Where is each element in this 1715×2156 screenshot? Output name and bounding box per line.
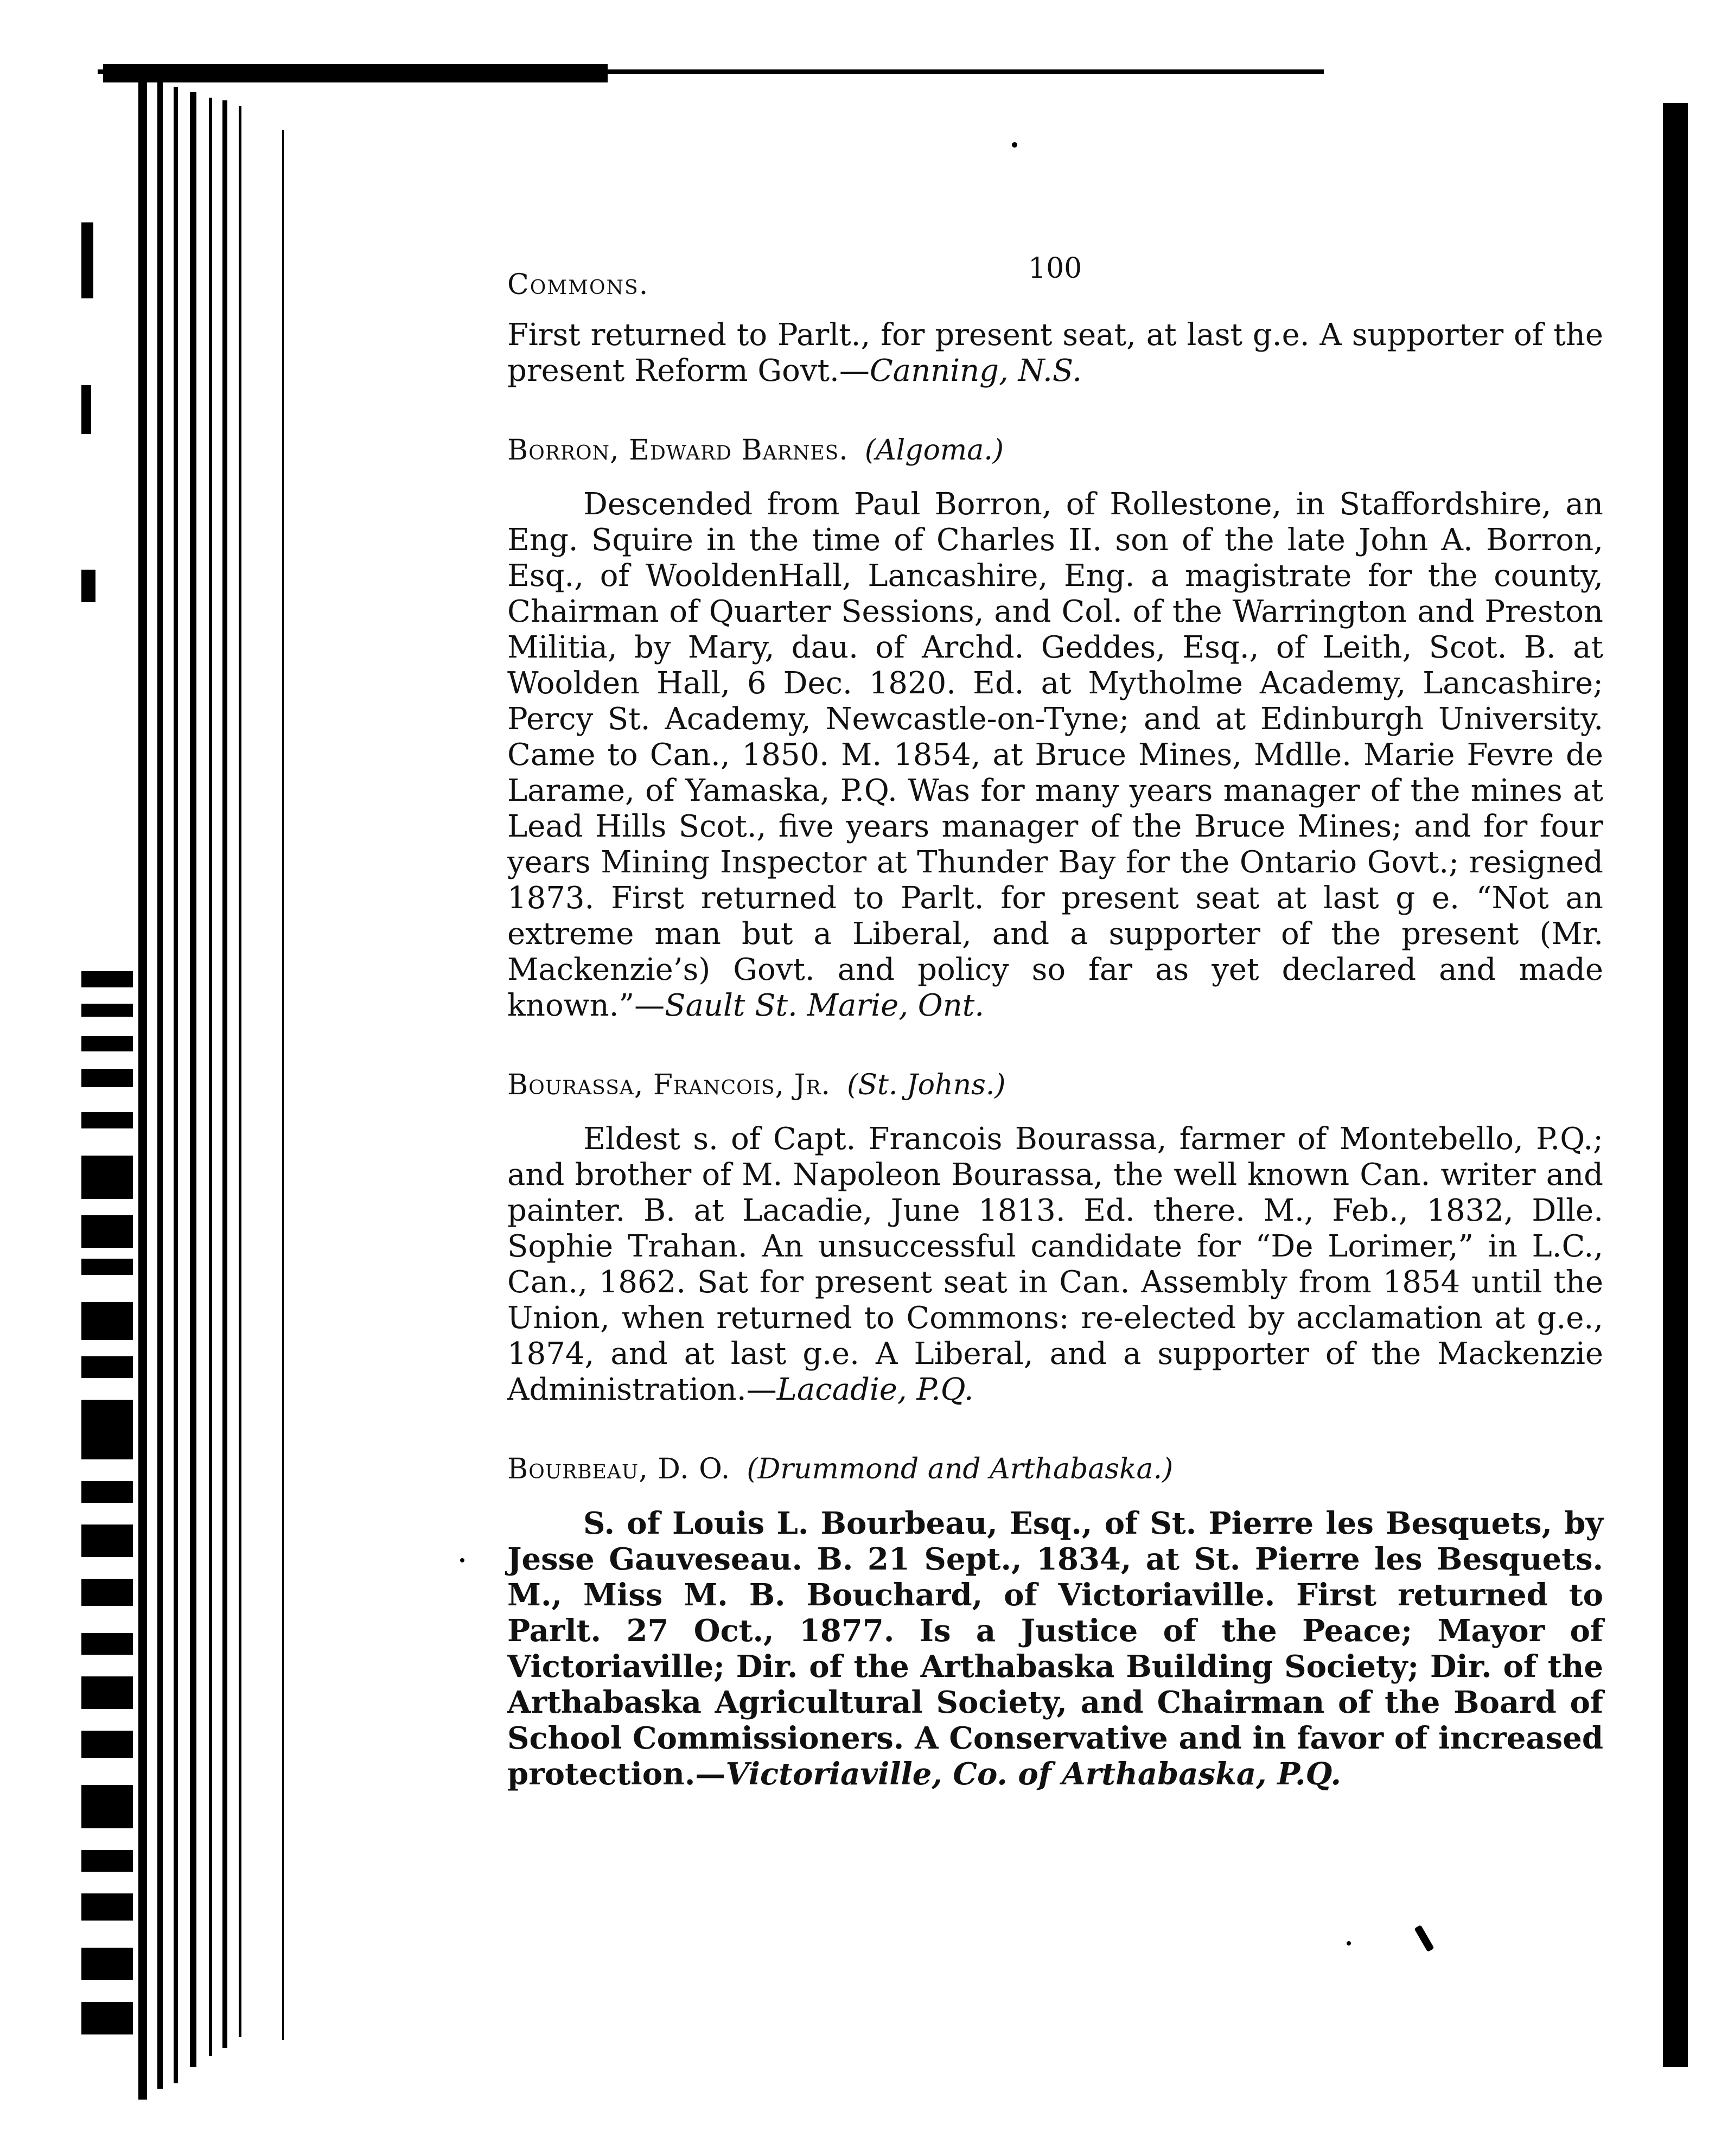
page-number: 100 <box>1028 252 1082 285</box>
entry-text: Eldest s. of Capt. Francois Bourassa, farmer of Montebello, P.Q.; and brother of M. Napoleon Bourassa, the well known Can. writer and painter. B. at Lacadie, June 1813. Ed. there. M., Feb., 1832, Dlle. Sophie Trahan. An unsuccessful candidate for “De Lorimer,” in L.C., Can., 1862. Sat for present seat in Can. Assembly from 1854 until the Union, when returned to Commons: re-elected by acclamation at g.e., 1874, and at last g.e. A Liberal, and a supporter of the Mackenzie Administration.— <box>507 1121 1603 1407</box>
running-head <box>507 252 1603 301</box>
page-content <box>507 252 1603 1792</box>
entry-name: Bourbeau, D. O. <box>507 1453 731 1485</box>
entry-heading <box>507 432 1603 468</box>
entry-text: Descended from Paul Borron, of Rollestone, in Staffordshire, an Eng. Squire in the time of Charles II. son of the late John A. Borron, Esq., of WooldenHall, Lancashire, Eng. a magistrate for the county, Chairman of Quarter Sessions, and Col. of the Warrington and Preston Militia, by Mary, dau. of Archd. Geddes, Esq., of Leith, Scot. B. at Woolden Hall, 6 Dec. 1820. Ed. at Mytholme Academy, Lancashire; Percy St. Academy, Newcastle-on-Tyne; and at Edinburgh University. Came to Can., 1850. M. 1854, at Bruce Mines, Mdlle. Marie Fevre de Larame, of Yamaska, P.Q. Was for many years manager of the mines at Lead Hills Scot., five years manager of the Bruce Mines; and for four years Mining Inspector at Thunder Bay for the Ontario Govt.; resigned 1873. First returned to Parlt. for present seat at last g e. “Not an extreme man but a Liberal, and a supporter of the present (Mr. Mackenzie’s) Govt. and policy so far as yet declared and made known.”— <box>507 487 1603 1023</box>
biography-entry <box>507 1451 1603 1792</box>
binding-line <box>157 81 163 2089</box>
running-head-section: Commons. <box>507 269 649 301</box>
biography-entry <box>507 1067 1603 1408</box>
continuation-paragraph <box>507 317 1603 389</box>
binding-line <box>138 71 147 2100</box>
entry-place: Sault St. Marie, Ont. <box>665 988 985 1023</box>
binding-pattern <box>81 222 133 2034</box>
entry-place: Victoriaville, Co. of Arthabaska, P.Q. <box>725 1756 1341 1792</box>
entry-body <box>507 1121 1603 1408</box>
entry-body <box>507 487 1603 1024</box>
scan-speck <box>1414 1925 1434 1952</box>
entry-place: Lacadie, P.Q. <box>776 1372 974 1407</box>
entry-riding: (St. Johns.) <box>847 1069 1006 1101</box>
entry-riding: (Drummond and Arthabaska.) <box>747 1453 1174 1485</box>
biography-entry <box>507 432 1603 1024</box>
entry-name: Borron, Edward Barnes. <box>507 434 849 467</box>
entry-riding: (Algoma.) <box>864 434 1004 467</box>
entry-name: Bourassa, Francois, Jr. <box>507 1069 831 1101</box>
entry-heading <box>507 1451 1603 1487</box>
entry-text: S. of Louis L. Bourbeau, Esq., of St. Pierre les Besquets, by Jesse Gauveseau. B. 21 Sept., 1834, at St. Pierre les Besquets. M., Miss M. B. Bouchard, of Victoriaville. First returned to Parlt. 27 Oct., 1877. Is a Justice of the Peace; Mayor of Victoriaville; Dir. of the Arthabaska Building Society; Dir. of the Arthabaska Agricultural Society, and Chairman of the Board of School Commissioners. A Conservative and in favor of increased protection.— <box>507 1506 1603 1792</box>
scan-speck <box>460 1558 464 1562</box>
entry-heading <box>507 1067 1603 1103</box>
binding-line <box>239 106 241 2037</box>
continuation-place: Canning, N.S. <box>869 353 1082 388</box>
entry-body <box>507 1506 1603 1792</box>
binding-line <box>174 87 178 2083</box>
scan-speck <box>1347 1941 1351 1945</box>
binding-line <box>190 92 196 2067</box>
scan-border-top-rule <box>98 69 1324 74</box>
binding-line <box>282 130 284 2040</box>
binding-line <box>209 98 212 2056</box>
continuation-text: First returned to Parlt., for present seat, at last g.e. A supporter of the present Reform Govt.— <box>507 317 1603 388</box>
binding-line <box>222 100 227 2048</box>
scan-border-right <box>1663 103 1688 2067</box>
scan-speck <box>1012 142 1017 148</box>
